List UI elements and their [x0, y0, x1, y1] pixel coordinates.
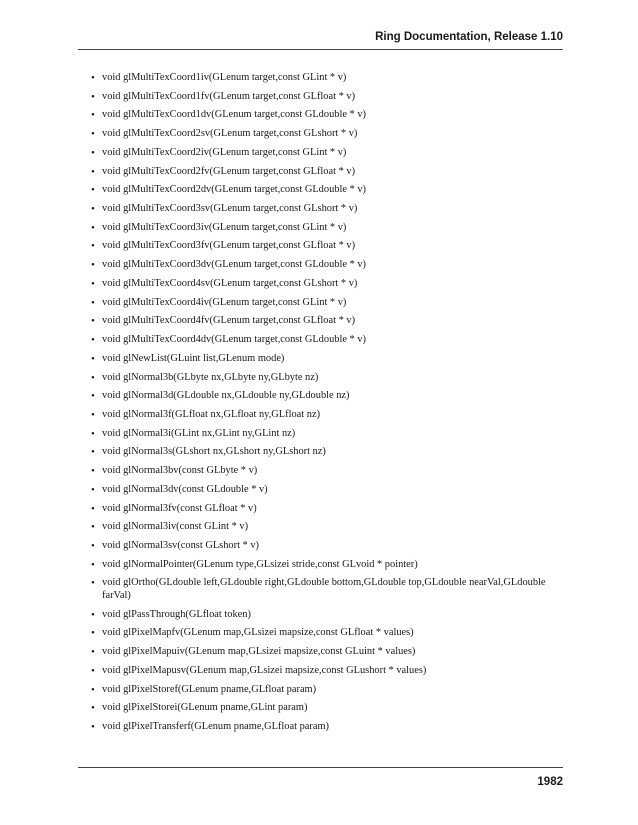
bullet-icon: • — [91, 558, 95, 571]
running-header-title: Ring Documentation, Release 1.10 — [375, 31, 563, 43]
list-item — [78, 72, 563, 85]
bullet-icon: • — [91, 240, 95, 253]
list-item — [78, 278, 563, 291]
bullet-icon: • — [91, 720, 95, 733]
bullet-icon: • — [91, 203, 95, 216]
list-item — [78, 222, 563, 235]
list-item — [78, 646, 563, 659]
list-item — [78, 166, 563, 179]
list-item — [78, 484, 563, 497]
list-item — [78, 503, 563, 516]
list-item — [78, 184, 563, 197]
bullet-icon: • — [91, 627, 95, 640]
function-signature: void glNormal3iv(const GLint * v) — [102, 521, 249, 533]
bullet-icon: • — [91, 296, 95, 309]
list-item — [78, 315, 563, 328]
bullet-icon: • — [91, 664, 95, 677]
function-signature: void glPixelTransferf(GLenum pname,GLfloat param) — [102, 720, 329, 732]
bullet-icon: • — [91, 72, 95, 84]
list-item — [78, 372, 563, 385]
bullet-icon: • — [91, 315, 95, 328]
function-signature: void glMultiTexCoord3iv(GLenum target,const GLint * v) — [102, 221, 347, 233]
function-list — [78, 72, 563, 740]
bullet-icon: • — [91, 334, 95, 347]
list-item — [78, 609, 563, 622]
bullet-icon: • — [91, 539, 95, 552]
bullet-icon: • — [91, 427, 95, 440]
bullet-icon: • — [91, 352, 95, 365]
list-item — [78, 465, 563, 478]
function-signature: void glMultiTexCoord3fv(GLenum target,const GLfloat * v) — [102, 240, 356, 252]
bullet-icon: • — [91, 521, 95, 534]
list-item — [78, 702, 563, 715]
bullet-icon: • — [91, 577, 95, 590]
bullet-icon: • — [91, 408, 95, 421]
list-item — [78, 521, 563, 534]
bullet-icon: • — [91, 608, 95, 621]
bullet-icon: • — [91, 109, 95, 122]
function-signature: void glPixelStoref(GLenum pname,GLfloat param) — [102, 683, 317, 695]
function-signature: void glNormal3d(GLdouble nx,GLdouble ny,GLdouble nz) — [102, 390, 350, 402]
function-signature: void glNormalPointer(GLenum type,GLsizei stride,const GLvoid * pointer) — [102, 558, 418, 570]
bullet-icon: • — [91, 184, 95, 197]
function-signature: void glNormal3bv(const GLbyte * v) — [102, 465, 258, 477]
bullet-icon: • — [91, 371, 95, 384]
bullet-icon: • — [91, 502, 95, 515]
function-signature: void glMultiTexCoord4fv(GLenum target,const GLfloat * v) — [102, 315, 356, 327]
function-signature: void glNormal3f(GLfloat nx,GLfloat ny,GLfloat nz) — [102, 408, 321, 420]
function-signature: void glMultiTexCoord4iv(GLenum target,const GLint * v) — [102, 296, 347, 308]
list-item — [78, 559, 563, 572]
function-signature: void glNormal3fv(const GLfloat * v) — [102, 502, 257, 514]
bullet-icon: • — [91, 465, 95, 478]
list-item — [78, 353, 563, 366]
page-number: 1982 — [537, 776, 563, 788]
function-signature: void glMultiTexCoord4dv(GLenum target,const GLdouble * v) — [102, 334, 367, 346]
bullet-icon: • — [91, 483, 95, 496]
function-signature: void glNormal3i(GLint nx,GLint ny,GLint nz) — [102, 427, 296, 439]
list-item — [78, 627, 563, 640]
bullet-icon: • — [91, 702, 95, 715]
footer-divider — [78, 767, 563, 768]
list-item — [78, 684, 563, 697]
function-signature: void glPixelMapuiv(GLenum map,GLsizei mapsize,const GLuint * values) — [102, 646, 416, 658]
bullet-icon: • — [91, 90, 95, 103]
bullet-icon: • — [91, 128, 95, 141]
list-item — [78, 203, 563, 216]
list-item — [78, 446, 563, 459]
function-signature: void glMultiTexCoord4sv(GLenum target,const GLshort * v) — [102, 277, 358, 289]
function-signature: void glPixelStorei(GLenum pname,GLint param) — [102, 702, 308, 714]
list-item — [78, 577, 563, 602]
function-signature: void glNormal3dv(const GLdouble * v) — [102, 483, 268, 495]
function-signature: void glNormal3b(GLbyte nx,GLbyte ny,GLbyte nz) — [102, 371, 319, 383]
function-signature: void glMultiTexCoord3sv(GLenum target,const GLshort * v) — [102, 203, 358, 215]
function-signature: void glPixelMapusv(GLenum map,GLsizei mapsize,const GLushort * values) — [102, 664, 427, 676]
bullet-icon: • — [91, 277, 95, 290]
function-signature: void glMultiTexCoord1iv(GLenum target,const GLint * v) — [102, 72, 347, 83]
list-item — [78, 390, 563, 403]
list-item — [78, 147, 563, 160]
function-signature: void glOrtho(GLdouble left,GLdouble right,GLdouble bottom,GLdouble top,GLdouble nearVal,GLdouble farVal) — [102, 577, 546, 601]
function-signature: void glMultiTexCoord3dv(GLenum target,const GLdouble * v) — [102, 259, 367, 271]
bullet-icon: • — [91, 165, 95, 178]
list-item — [78, 721, 563, 734]
header-divider — [78, 49, 563, 50]
bullet-icon: • — [91, 683, 95, 696]
function-signature: void glPixelMapfv(GLenum map,GLsizei mapsize,const GLfloat * values) — [102, 627, 414, 639]
function-signature: void glMultiTexCoord2iv(GLenum target,const GLint * v) — [102, 146, 347, 158]
list-item — [78, 91, 563, 104]
list-item — [78, 409, 563, 422]
list-item — [78, 428, 563, 441]
bullet-icon: • — [91, 259, 95, 272]
bullet-icon: • — [91, 446, 95, 459]
function-signature: void glMultiTexCoord1dv(GLenum target,const GLdouble * v) — [102, 109, 367, 121]
bullet-icon: • — [91, 221, 95, 234]
function-signature: void glMultiTexCoord2fv(GLenum target,const GLfloat * v) — [102, 165, 356, 177]
function-signature: void glMultiTexCoord2sv(GLenum target,const GLshort * v) — [102, 128, 358, 140]
function-signature: void glMultiTexCoord2dv(GLenum target,const GLdouble * v) — [102, 184, 367, 196]
function-signature: void glNormal3s(GLshort nx,GLshort ny,GLshort nz) — [102, 446, 326, 458]
function-signature: void glNormal3sv(const GLshort * v) — [102, 539, 259, 551]
function-signature: void glPassThrough(GLfloat token) — [102, 608, 251, 620]
bullet-icon: • — [91, 646, 95, 659]
function-signature: void glMultiTexCoord1fv(GLenum target,const GLfloat * v) — [102, 90, 356, 102]
bullet-icon: • — [91, 146, 95, 159]
list-item — [78, 109, 563, 122]
list-item — [78, 240, 563, 253]
list-item — [78, 665, 563, 678]
list-item — [78, 540, 563, 553]
list-item — [78, 259, 563, 272]
list-item — [78, 297, 563, 310]
list-item — [78, 334, 563, 347]
list-item — [78, 128, 563, 141]
function-signature: void glNewList(GLuint list,GLenum mode) — [102, 352, 285, 364]
bullet-icon: • — [91, 390, 95, 403]
